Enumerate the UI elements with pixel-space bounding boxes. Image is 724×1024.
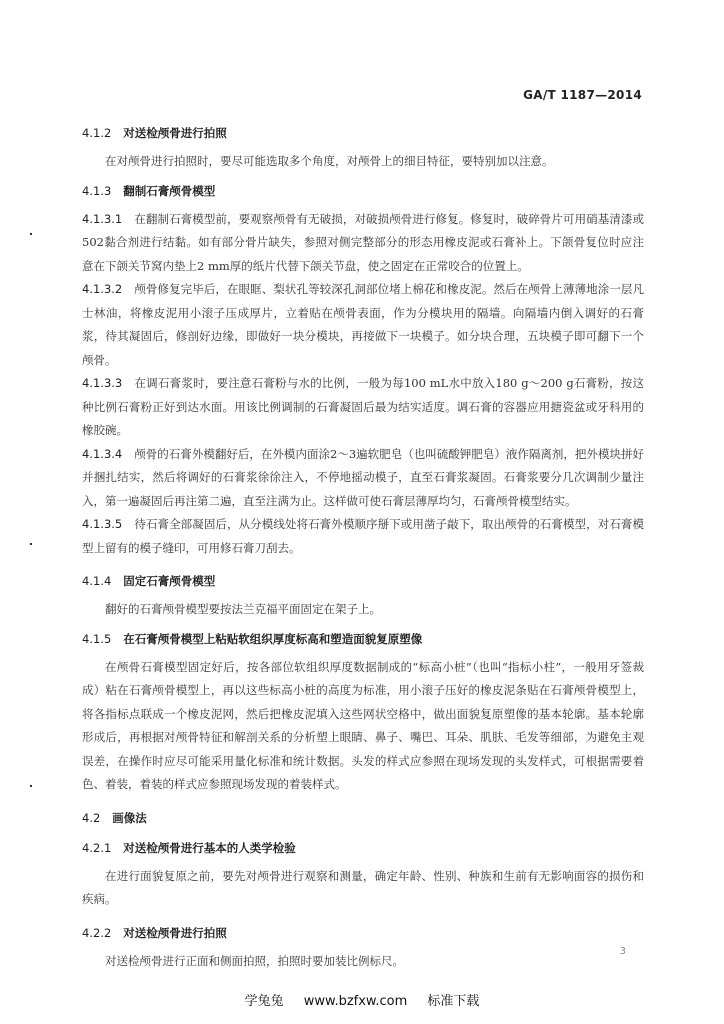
section-heading-4-2: 4.2 画像法 (82, 810, 147, 825)
section-heading-4-1-5: 4.1.5 在石膏颅骨模型上粘贴软组织厚度标高和塑造面貌复原塑像 (82, 631, 423, 646)
paragraph-4-1-3-3: 4.1.3.3 在调石膏浆时，要注意石膏粉与水的比例，一般为每100 mL水中放入180 g～200 g石膏粉，按这种比例石膏粉正好到达水面。用该比例调制的石膏凝固后最为结实适度。调石膏的容器应用搪瓷盆或牙科用的橡胶碗。 (82, 376, 644, 437)
paragraph-4-2-1: 在进行面貌复原之前，要先对颅骨进行观察和测量，确定年龄、性别、种族和生前有无影响面容的损伤和疾病。 (82, 868, 644, 906)
paragraph-4-1-4: 翻好的石膏颅骨模型要按法兰克福平面固定在架子上。 (105, 602, 381, 616)
section-heading-4-2-2: 4.2.2 对送检颅骨进行拍照 (82, 925, 227, 940)
download-site-footer (0, 990, 724, 1009)
section-heading-4-2-1: 4.2.1 对送检颅骨进行基本的人类学检验 (82, 840, 296, 855)
paragraph-4-1-3-4: 4.1.3.4 颅骨的石膏外模翻好后，在外模内面涂2～3遍软肥皂（也叫硫酸钾肥皂）液作隔离剂，把外模块拼好并捆扎结实，然后将调好的石膏浆徐徐注入，不停地摇动模子，直至石膏浆凝固。石膏浆要分几次调制少量注入，第一遍凝固后再注第二遍，直至注满为止。这样做可使石膏层薄厚均匀，石膏颅骨模型结实。 (82, 446, 644, 508)
paragraph-4-1-5: 在颅骨石膏模型固定好后，按各部位软组织厚度数据制成的“标高小桩”（也叫“指标小柱”，一般用牙签裁成）粘在石膏颅骨模型上，再以这些标高小桩的高度为标准，用小滚子压好的橡皮泥条贴在石膏颅骨模型上，将各指标点联成一个橡皮泥网，然后把橡皮泥填入这些网状空格中，做出面貌复原塑像的基本轮廓。基本轮廓形成后，再根据对颅骨特征和解剖关系的分析塑上眼睛、鼻子、嘴巴、耳朵、肌肤、毛发等细部，为避免主观误差，在操作时应尽可能采用量化标准和统计数据。头发的样式应参照在现场发现的头发样式，可根据需要着色、着装，着装的样式应参照现场发现的着装样式。 (82, 659, 644, 791)
section-heading-4-1-4: 4.1.4 固定石膏颅骨模型 (82, 574, 216, 588)
scan-mark (30, 543, 32, 545)
document-body (82, 124, 644, 973)
paragraph-4-1-3-1: 4.1.3.1 在翻制石膏模型前，要观察颅骨有无破损，对破损颅骨进行修复。修复时，破碎骨片可用硝基清漆或502黏合剂进行结黏。如有部分骨片缺失，参照对侧完整部分的形态用橡皮泥或石膏补上。下颌骨复位时应注意在下颌关节窝内垫上2 mm厚的纸片代替下颌关节盘，使之固定在正常咬合的位置上。 (82, 211, 644, 273)
paragraph-4-1-3-5: 4.1.3.5 待石膏全部凝固后，从分模线处将石膏外模顺序掰下或用凿子敲下，取出颅骨的石膏模型，对石膏模型上留有的模子缝印，可用修石膏刀刮去。 (82, 517, 644, 555)
standard-code: GA/T 1187—2014 (523, 88, 642, 102)
scan-mark (30, 785, 32, 787)
scan-mark (30, 233, 32, 235)
paragraph-4-2-2: 对送检颅骨进行正面和侧面拍照，拍照时要加装比例标尺。 (105, 953, 404, 968)
section-heading-4-1-2: 4.1.2 对送检颅骨进行拍照 (82, 126, 227, 140)
section-heading-4-1-3: 4.1.3 翻制石膏颅骨模型 (82, 183, 216, 198)
page-number: 3 (619, 946, 626, 957)
paragraph-4-1-2: 在对颅骨进行拍照时，要尽可能选取多个角度，对颅骨上的细目特征，要特别加以注意。 (105, 154, 554, 168)
paragraph-4-1-3-2: 4.1.3.2 颅骨修复完毕后，在眼眶、梨状孔等较深孔洞部位堵上棉花和橡皮泥。然后在颅骨上薄薄地涂一层凡士林油，将橡皮泥用小滚子压成厚片，立着贴在颅骨表面，作为分模块用的隔墙。向隔墙内倒入调好的石膏浆，待其凝固后，修剖好边缘，即做好一块分模块，再接做下一块模子。如分块合理，五块模子即可翻下一个颅骨。 (82, 282, 644, 367)
footer-slogan: 标准下载 (427, 994, 480, 1009)
footer-url-link[interactable]: www.bzfxw.com (303, 994, 408, 1009)
footer-site-name: 学兔兔 (244, 994, 284, 1009)
